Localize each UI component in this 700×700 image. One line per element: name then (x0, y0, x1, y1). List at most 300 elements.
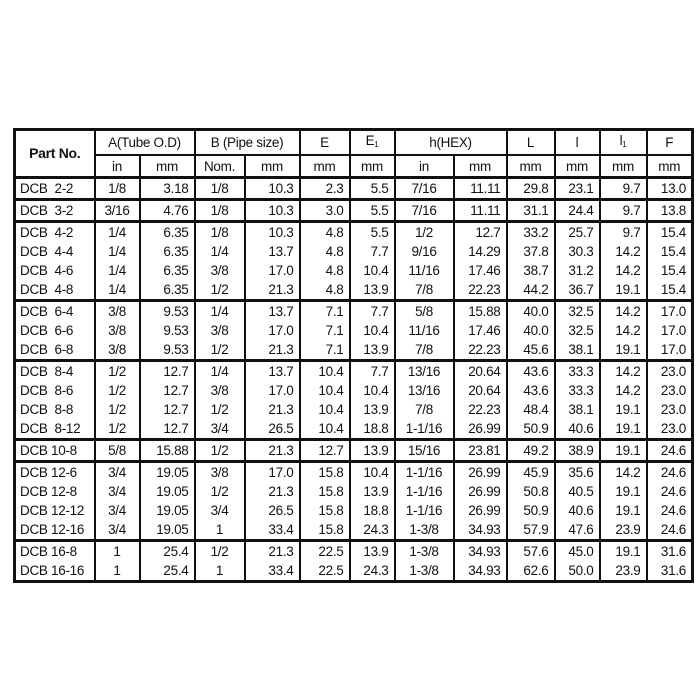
value-cell: 13/16 (395, 361, 454, 382)
unit-header: mm (300, 155, 350, 178)
value-cell: 14.2 (600, 462, 647, 483)
value-cell: 9.7 (600, 200, 647, 222)
value-cell: 26.99 (454, 419, 507, 440)
value-cell: 45.9 (507, 462, 555, 483)
value-cell: 3/8 (195, 462, 245, 483)
value-cell: 7.1 (300, 301, 350, 322)
value-cell: 14.2 (600, 361, 647, 382)
value-cell: 45.0 (555, 541, 600, 562)
value-cell: 13.9 (350, 541, 395, 562)
value-cell: 11.11 (454, 200, 507, 222)
table-body (15, 178, 693, 582)
value-cell: 10.4 (350, 381, 395, 400)
table-row (15, 340, 693, 361)
value-cell: 31.2 (555, 261, 600, 280)
dimension-table (13, 128, 694, 583)
value-cell: 4.8 (300, 222, 350, 243)
unit-header: mm (647, 155, 693, 178)
value-cell: 15.8 (300, 462, 350, 483)
header-f: F (647, 130, 693, 156)
value-cell: 11/16 (395, 321, 454, 340)
value-cell: 24.4 (555, 200, 600, 222)
table-row (15, 280, 693, 301)
value-cell: 22.23 (454, 280, 507, 301)
table-row (15, 178, 693, 200)
unit-header: Nom. (195, 155, 245, 178)
value-cell: 23.81 (454, 440, 507, 462)
value-cell: 13.9 (350, 440, 395, 462)
value-cell: 10.4 (300, 419, 350, 440)
value-cell: 50.8 (507, 482, 555, 501)
value-cell: 26.5 (245, 419, 300, 440)
header-l-upper: L (507, 130, 555, 156)
header-part-no: Part No. (15, 130, 95, 178)
value-cell: 32.5 (555, 301, 600, 322)
value-cell: 14.2 (600, 321, 647, 340)
value-cell: 7/8 (395, 340, 454, 361)
value-cell: 26.99 (454, 462, 507, 483)
value-cell: 17.0 (647, 301, 693, 322)
value-cell: 14.2 (600, 242, 647, 261)
value-cell: 40.6 (555, 501, 600, 520)
value-cell: 15.88 (140, 440, 195, 462)
table-row (15, 222, 693, 243)
value-cell: 13.8 (647, 200, 693, 222)
value-cell: 22.23 (454, 340, 507, 361)
value-cell: 1/8 (195, 178, 245, 200)
value-cell: 26.5 (245, 501, 300, 520)
value-cell: 3/8 (95, 321, 140, 340)
value-cell: 15.4 (647, 222, 693, 243)
value-cell: 12.7 (140, 361, 195, 382)
part-number-cell: DCB 16-16 (15, 561, 95, 582)
value-cell: 3.0 (300, 200, 350, 222)
value-cell: 34.93 (454, 520, 507, 541)
value-cell: 1/2 (395, 222, 454, 243)
table-row (15, 321, 693, 340)
value-cell: 13.7 (245, 301, 300, 322)
unit-header: in (395, 155, 454, 178)
unit-header: mm (600, 155, 647, 178)
part-number-cell: DCB 16-8 (15, 541, 95, 562)
value-cell: 23.9 (600, 520, 647, 541)
table-row (15, 482, 693, 501)
unit-header: mm (454, 155, 507, 178)
value-cell: 14.29 (454, 242, 507, 261)
value-cell: 1/2 (195, 541, 245, 562)
value-cell: 1/2 (195, 440, 245, 462)
value-cell: 34.93 (454, 541, 507, 562)
value-cell: 2.3 (300, 178, 350, 200)
value-cell: 31.6 (647, 541, 693, 562)
value-cell: 17.46 (454, 261, 507, 280)
value-cell: 5/8 (95, 440, 140, 462)
value-cell: 48.4 (507, 400, 555, 419)
value-cell: 19.1 (600, 482, 647, 501)
value-cell: 14.2 (600, 301, 647, 322)
value-cell: 23.0 (647, 400, 693, 419)
value-cell: 33.4 (245, 520, 300, 541)
value-cell: 9.53 (140, 301, 195, 322)
value-cell: 24.6 (647, 482, 693, 501)
part-number-cell: DCB 12-12 (15, 501, 95, 520)
value-cell: 13.0 (647, 178, 693, 200)
value-cell: 40.0 (507, 321, 555, 340)
value-cell: 17.46 (454, 321, 507, 340)
value-cell: 33.3 (555, 381, 600, 400)
value-cell: 1-1/16 (395, 482, 454, 501)
table-row (15, 400, 693, 419)
table-row (15, 462, 693, 483)
value-cell: 17.0 (647, 340, 693, 361)
value-cell: 36.7 (555, 280, 600, 301)
value-cell: 10.3 (245, 178, 300, 200)
value-cell: 3/8 (195, 321, 245, 340)
value-cell: 15.4 (647, 242, 693, 261)
value-cell: 40.6 (555, 419, 600, 440)
header-a-tube-od: A(Tube O.D) (95, 130, 195, 156)
header-e1-sub: 1 (374, 140, 379, 149)
value-cell: 1/8 (195, 200, 245, 222)
value-cell: 19.1 (600, 501, 647, 520)
table-row (15, 242, 693, 261)
value-cell: 18.8 (350, 419, 395, 440)
value-cell: 10.4 (350, 261, 395, 280)
table-row (15, 301, 693, 322)
value-cell: 40.5 (555, 482, 600, 501)
value-cell: 3/4 (95, 462, 140, 483)
value-cell: 32.5 (555, 321, 600, 340)
value-cell: 7.7 (350, 361, 395, 382)
table-row (15, 541, 693, 562)
value-cell: 1/2 (95, 400, 140, 419)
value-cell: 19.05 (140, 462, 195, 483)
value-cell: 1/2 (195, 400, 245, 419)
value-cell: 3/8 (95, 340, 140, 361)
value-cell: 1 (95, 561, 140, 582)
value-cell: 1/4 (95, 261, 140, 280)
value-cell: 44.2 (507, 280, 555, 301)
value-cell: 21.3 (245, 440, 300, 462)
table-row (15, 200, 693, 222)
value-cell: 3/8 (95, 301, 140, 322)
value-cell: 31.1 (507, 200, 555, 222)
value-cell: 17.0 (245, 381, 300, 400)
value-cell: 9.7 (600, 222, 647, 243)
value-cell: 17.0 (245, 321, 300, 340)
value-cell: 5/8 (395, 301, 454, 322)
value-cell: 21.3 (245, 541, 300, 562)
header-units-row (15, 155, 693, 178)
part-number-cell: DCB 6-6 (15, 321, 95, 340)
value-cell: 3/4 (95, 520, 140, 541)
header-e1 (350, 130, 395, 156)
value-cell: 1-3/8 (395, 541, 454, 562)
value-cell: 7/8 (395, 400, 454, 419)
value-cell: 15.8 (300, 482, 350, 501)
value-cell: 4.8 (300, 242, 350, 261)
header-row-1 (15, 130, 693, 156)
value-cell: 19.05 (140, 482, 195, 501)
table-row (15, 419, 693, 440)
value-cell: 24.3 (350, 561, 395, 582)
value-cell: 1-1/16 (395, 462, 454, 483)
value-cell: 10.3 (245, 200, 300, 222)
value-cell: 62.6 (507, 561, 555, 582)
value-cell: 21.3 (245, 340, 300, 361)
value-cell: 37.8 (507, 242, 555, 261)
unit-header: mm (140, 155, 195, 178)
value-cell: 1-1/16 (395, 501, 454, 520)
value-cell: 3/4 (195, 419, 245, 440)
value-cell: 10.4 (350, 321, 395, 340)
value-cell: 4.8 (300, 261, 350, 280)
value-cell: 19.1 (600, 419, 647, 440)
value-cell: 57.6 (507, 541, 555, 562)
value-cell: 12.7 (140, 400, 195, 419)
value-cell: 15.4 (647, 280, 693, 301)
value-cell: 13.9 (350, 482, 395, 501)
value-cell: 33.2 (507, 222, 555, 243)
value-cell: 1/4 (95, 280, 140, 301)
value-cell: 24.6 (647, 462, 693, 483)
value-cell: 15.8 (300, 520, 350, 541)
part-number-cell: DCB 8-6 (15, 381, 95, 400)
part-number-cell: DCB 8-8 (15, 400, 95, 419)
part-number-cell: DCB 10-8 (15, 440, 95, 462)
value-cell: 49.2 (507, 440, 555, 462)
value-cell: 19.1 (600, 440, 647, 462)
value-cell: 50.9 (507, 501, 555, 520)
value-cell: 3/16 (95, 200, 140, 222)
part-number-cell: DCB 8-12 (15, 419, 95, 440)
value-cell: 7.1 (300, 321, 350, 340)
part-number-cell: DCB 4-2 (15, 222, 95, 243)
value-cell: 13/16 (395, 381, 454, 400)
value-cell: 1/4 (95, 242, 140, 261)
value-cell: 1/4 (195, 242, 245, 261)
value-cell: 4.76 (140, 200, 195, 222)
value-cell: 12.7 (454, 222, 507, 243)
value-cell: 13.9 (350, 280, 395, 301)
value-cell: 24.6 (647, 501, 693, 520)
value-cell: 25.4 (140, 561, 195, 582)
part-number-cell: DCB 12-6 (15, 462, 95, 483)
table-row (15, 361, 693, 382)
value-cell: 1/2 (195, 340, 245, 361)
value-cell: 24.3 (350, 520, 395, 541)
part-number-cell: DCB 6-8 (15, 340, 95, 361)
part-number-cell: DCB 4-4 (15, 242, 95, 261)
table-row (15, 561, 693, 582)
value-cell: 1/2 (95, 361, 140, 382)
value-cell: 9.53 (140, 340, 195, 361)
value-cell: 33.3 (555, 361, 600, 382)
value-cell: 22.5 (300, 541, 350, 562)
value-cell: 50.9 (507, 419, 555, 440)
value-cell: 7/8 (395, 280, 454, 301)
value-cell: 43.6 (507, 361, 555, 382)
value-cell: 38.9 (555, 440, 600, 462)
value-cell: 12.7 (300, 440, 350, 462)
value-cell: 4.8 (300, 280, 350, 301)
header-b-pipe-size: B (Pipe size) (195, 130, 300, 156)
value-cell: 3/4 (195, 501, 245, 520)
part-number-cell: DCB 12-8 (15, 482, 95, 501)
value-cell: 7/16 (395, 178, 454, 200)
value-cell: 19.05 (140, 520, 195, 541)
value-cell: 30.3 (555, 242, 600, 261)
value-cell: 22.23 (454, 400, 507, 419)
value-cell: 22.5 (300, 561, 350, 582)
value-cell: 1/2 (95, 381, 140, 400)
value-cell: 1/4 (95, 222, 140, 243)
value-cell: 1/2 (95, 419, 140, 440)
value-cell: 23.9 (600, 561, 647, 582)
unit-header: mm (245, 155, 300, 178)
value-cell: 7.7 (350, 242, 395, 261)
value-cell: 21.3 (245, 482, 300, 501)
value-cell: 3/8 (195, 261, 245, 280)
value-cell: 7.7 (350, 301, 395, 322)
value-cell: 43.6 (507, 381, 555, 400)
value-cell: 15.4 (647, 261, 693, 280)
header-l1-base: l (619, 133, 623, 148)
value-cell: 1/8 (195, 222, 245, 243)
value-cell: 1 (195, 520, 245, 541)
value-cell: 1/2 (195, 280, 245, 301)
value-cell: 14.2 (600, 261, 647, 280)
value-cell: 13.9 (350, 400, 395, 419)
value-cell: 19.1 (600, 340, 647, 361)
value-cell: 18.8 (350, 501, 395, 520)
value-cell: 24.6 (647, 520, 693, 541)
value-cell: 38.1 (555, 400, 600, 419)
value-cell: 13.7 (245, 361, 300, 382)
value-cell: 50.0 (555, 561, 600, 582)
value-cell: 1-1/16 (395, 419, 454, 440)
unit-header: mm (555, 155, 600, 178)
value-cell: 21.3 (245, 400, 300, 419)
value-cell: 10.4 (300, 361, 350, 382)
part-number-cell: DCB 4-6 (15, 261, 95, 280)
value-cell: 15.8 (300, 501, 350, 520)
value-cell: 5.5 (350, 178, 395, 200)
value-cell: 17.0 (647, 321, 693, 340)
header-l1 (600, 130, 647, 156)
value-cell: 17.0 (245, 261, 300, 280)
value-cell: 1-3/8 (395, 520, 454, 541)
part-number-cell: DCB 3-2 (15, 200, 95, 222)
unit-header: mm (350, 155, 395, 178)
header-h-hex: h(HEX) (395, 130, 507, 156)
value-cell: 10.4 (300, 400, 350, 419)
value-cell: 24.6 (647, 440, 693, 462)
value-cell: 1/4 (195, 301, 245, 322)
value-cell: 17.0 (245, 462, 300, 483)
value-cell: 29.8 (507, 178, 555, 200)
value-cell: 3.18 (140, 178, 195, 200)
value-cell: 40.0 (507, 301, 555, 322)
value-cell: 3/4 (95, 482, 140, 501)
value-cell: 10.4 (300, 381, 350, 400)
value-cell: 12.7 (140, 381, 195, 400)
value-cell: 47.6 (555, 520, 600, 541)
table-row (15, 440, 693, 462)
value-cell: 15/16 (395, 440, 454, 462)
value-cell: 20.64 (454, 381, 507, 400)
value-cell: 10.4 (350, 462, 395, 483)
value-cell: 14.2 (600, 381, 647, 400)
table-row (15, 381, 693, 400)
value-cell: 1/2 (195, 482, 245, 501)
value-cell: 57.9 (507, 520, 555, 541)
part-number-cell: DCB 8-4 (15, 361, 95, 382)
value-cell: 7.1 (300, 340, 350, 361)
value-cell: 5.5 (350, 222, 395, 243)
value-cell: 10.3 (245, 222, 300, 243)
value-cell: 6.35 (140, 280, 195, 301)
value-cell: 19.05 (140, 501, 195, 520)
part-number-cell: DCB 4-8 (15, 280, 95, 301)
value-cell: 26.99 (454, 501, 507, 520)
header-l-lower: l (555, 130, 600, 156)
value-cell: 23.1 (555, 178, 600, 200)
value-cell: 13.9 (350, 340, 395, 361)
value-cell: 3/4 (95, 501, 140, 520)
value-cell: 26.99 (454, 482, 507, 501)
value-cell: 23.0 (647, 361, 693, 382)
value-cell: 13.7 (245, 242, 300, 261)
value-cell: 1 (95, 541, 140, 562)
value-cell: 1 (195, 561, 245, 582)
value-cell: 11/16 (395, 261, 454, 280)
value-cell: 12.7 (140, 419, 195, 440)
unit-header: mm (507, 155, 555, 178)
value-cell: 5.5 (350, 200, 395, 222)
value-cell: 6.35 (140, 242, 195, 261)
value-cell: 9/16 (395, 242, 454, 261)
value-cell: 1/8 (95, 178, 140, 200)
table-row (15, 261, 693, 280)
value-cell: 35.6 (555, 462, 600, 483)
value-cell: 23.0 (647, 381, 693, 400)
value-cell: 15.88 (454, 301, 507, 322)
value-cell: 23.0 (647, 419, 693, 440)
value-cell: 21.3 (245, 280, 300, 301)
value-cell: 9.53 (140, 321, 195, 340)
value-cell: 31.6 (647, 561, 693, 582)
value-cell: 9.7 (600, 178, 647, 200)
table-row (15, 520, 693, 541)
header-e1-base: E (365, 133, 375, 148)
value-cell: 1-3/8 (395, 561, 454, 582)
header-e: E (300, 130, 350, 156)
value-cell: 33.4 (245, 561, 300, 582)
value-cell: 7/16 (395, 200, 454, 222)
value-cell: 19.1 (600, 400, 647, 419)
value-cell: 38.1 (555, 340, 600, 361)
value-cell: 6.35 (140, 261, 195, 280)
value-cell: 19.1 (600, 541, 647, 562)
value-cell: 19.1 (600, 280, 647, 301)
part-number-cell: DCB 2-2 (15, 178, 95, 200)
value-cell: 45.6 (507, 340, 555, 361)
part-number-cell: DCB 6-4 (15, 301, 95, 322)
unit-header: in (95, 155, 140, 178)
value-cell: 6.35 (140, 222, 195, 243)
value-cell: 3/8 (195, 381, 245, 400)
